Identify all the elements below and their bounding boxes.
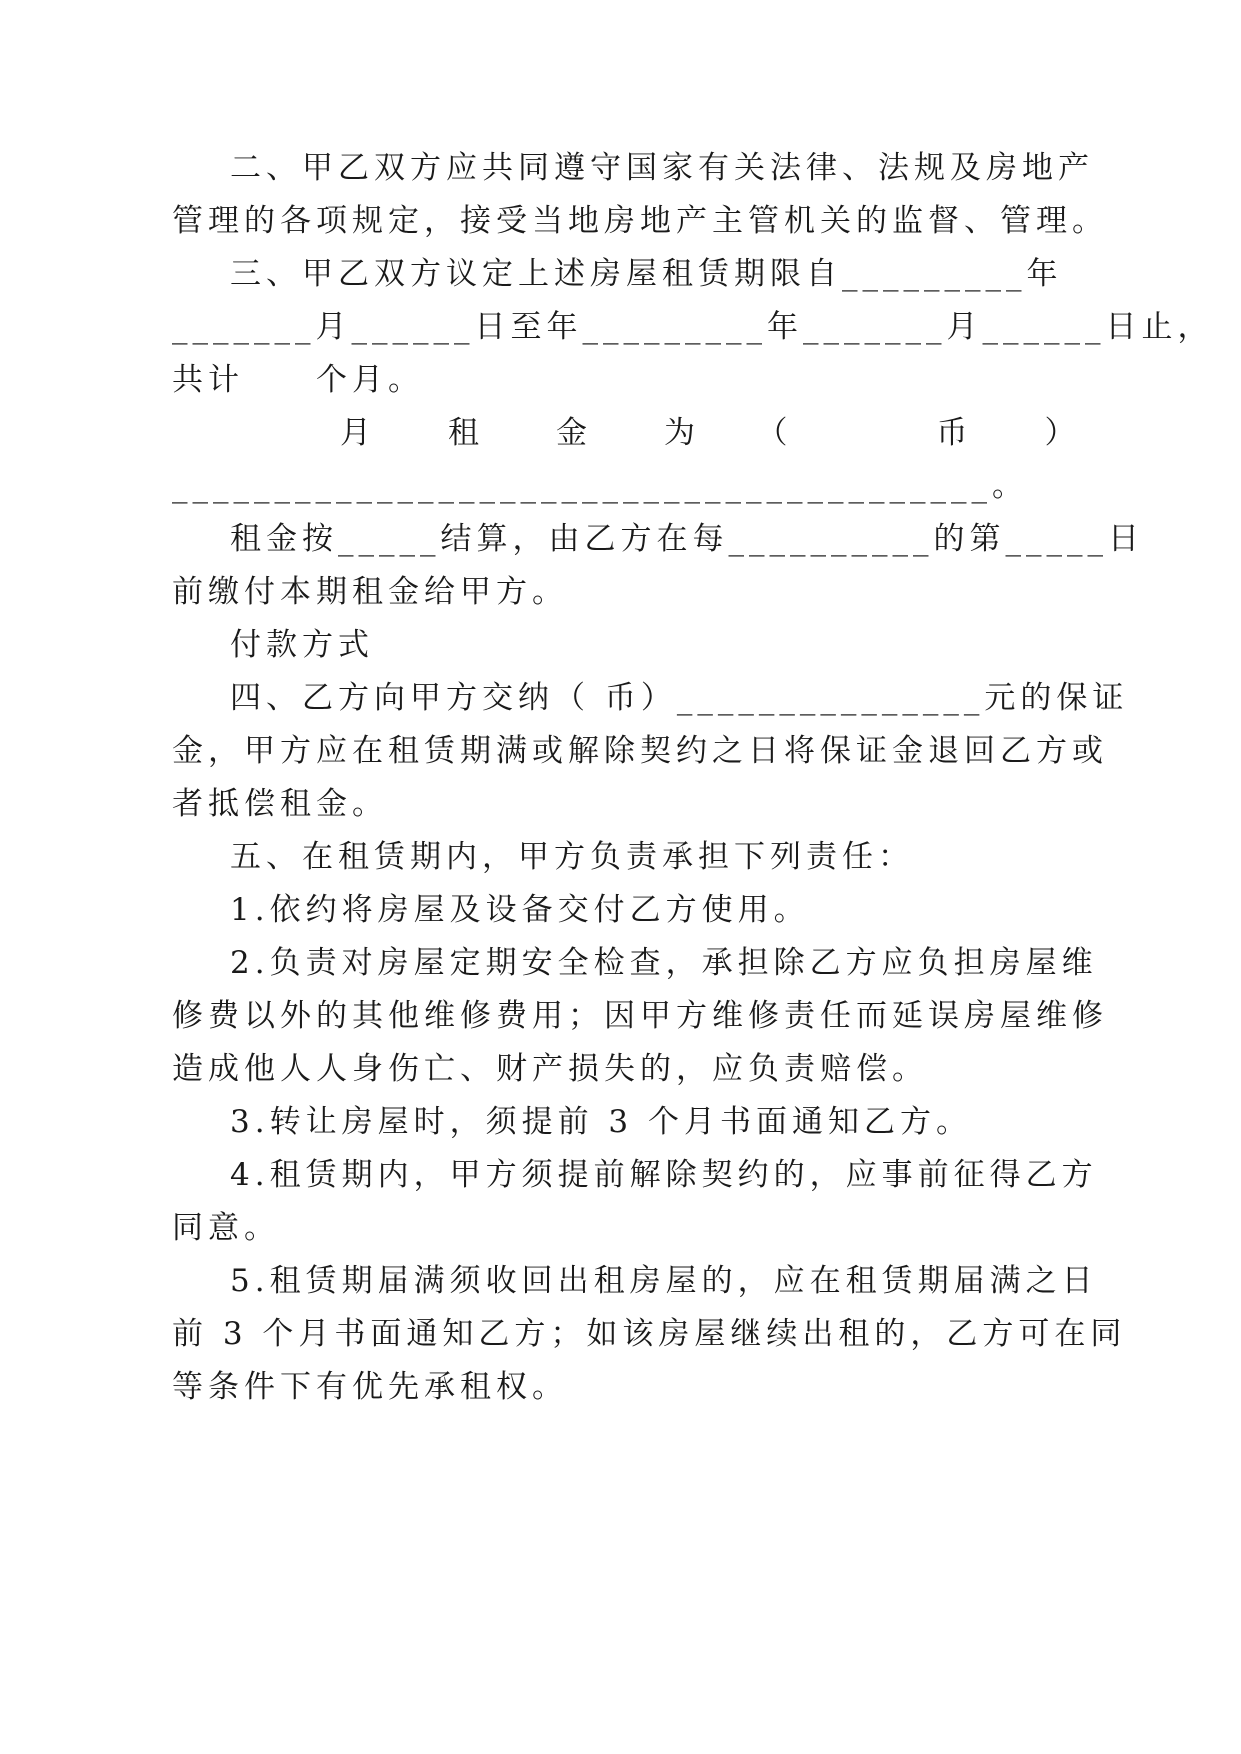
- paragraph-line: 2.负责对房屋定期安全检查，承担除乙方应负担房屋维: [230, 945, 1098, 981]
- paragraph-line: 1.依约将房屋及设备交付乙方使用。: [230, 892, 810, 928]
- paragraph-line: 金，甲方应在租赁期满或解除契约之日将保证金退回乙方或: [172, 733, 1108, 769]
- paragraph-line: 前缴付本期租金给甲方。: [172, 574, 568, 610]
- paragraph-line: 4.租赁期内，甲方须提前解除契约的，应事前征得乙方: [230, 1157, 1098, 1193]
- paragraph-line: 三、甲乙双方议定上述房屋租赁期限自_________年: [230, 256, 1063, 292]
- paragraph-line: 共计 个月。: [172, 362, 424, 398]
- paragraph-line: 造成他人人身伤亡、财产损失的，应负责赔偿。: [172, 1051, 928, 1087]
- paragraph-line: 付款方式: [230, 627, 374, 663]
- paragraph-line: 租金按_____结算，由乙方在每__________的第_____日: [230, 521, 1144, 557]
- paragraph-line: 者抵偿租金。: [172, 786, 388, 822]
- paragraph-line: 五、在租赁期内，甲方负责承担下列责任：: [230, 839, 914, 875]
- paragraph-line: 四、乙方向甲方交纳（ 币）_______________元的保证: [230, 680, 1129, 716]
- paragraph-line: 管理的各项规定，接受当地房地产主管机关的监督、管理。: [172, 203, 1108, 239]
- paragraph-line: _______月______日至年_________年_______月______日止，: [172, 309, 1214, 345]
- paragraph-line: 同意。: [172, 1210, 280, 1246]
- paragraph-line: 月 租 金 为 （ 币 ）: [340, 415, 1081, 451]
- paragraph-line: ________________________________________。: [172, 468, 1028, 504]
- paragraph-line: 3.转让房屋时，须提前 3 个月书面通知乙方。: [230, 1104, 973, 1140]
- paragraph-line: 二、甲乙双方应共同遵守国家有关法律、法规及房地产: [230, 150, 1094, 186]
- paragraph-line: 前 3 个月书面通知乙方；如该房屋继续出租的，乙方可在同: [172, 1316, 1127, 1352]
- paragraph-line: 5.租赁期届满须收回出租房屋的，应在租赁期届满之日: [230, 1263, 1098, 1299]
- paragraph-line: 修费以外的其他维修费用；因甲方维修责任而延误房屋维修: [172, 998, 1108, 1034]
- paragraph-line: 等条件下有优先承租权。: [172, 1369, 568, 1405]
